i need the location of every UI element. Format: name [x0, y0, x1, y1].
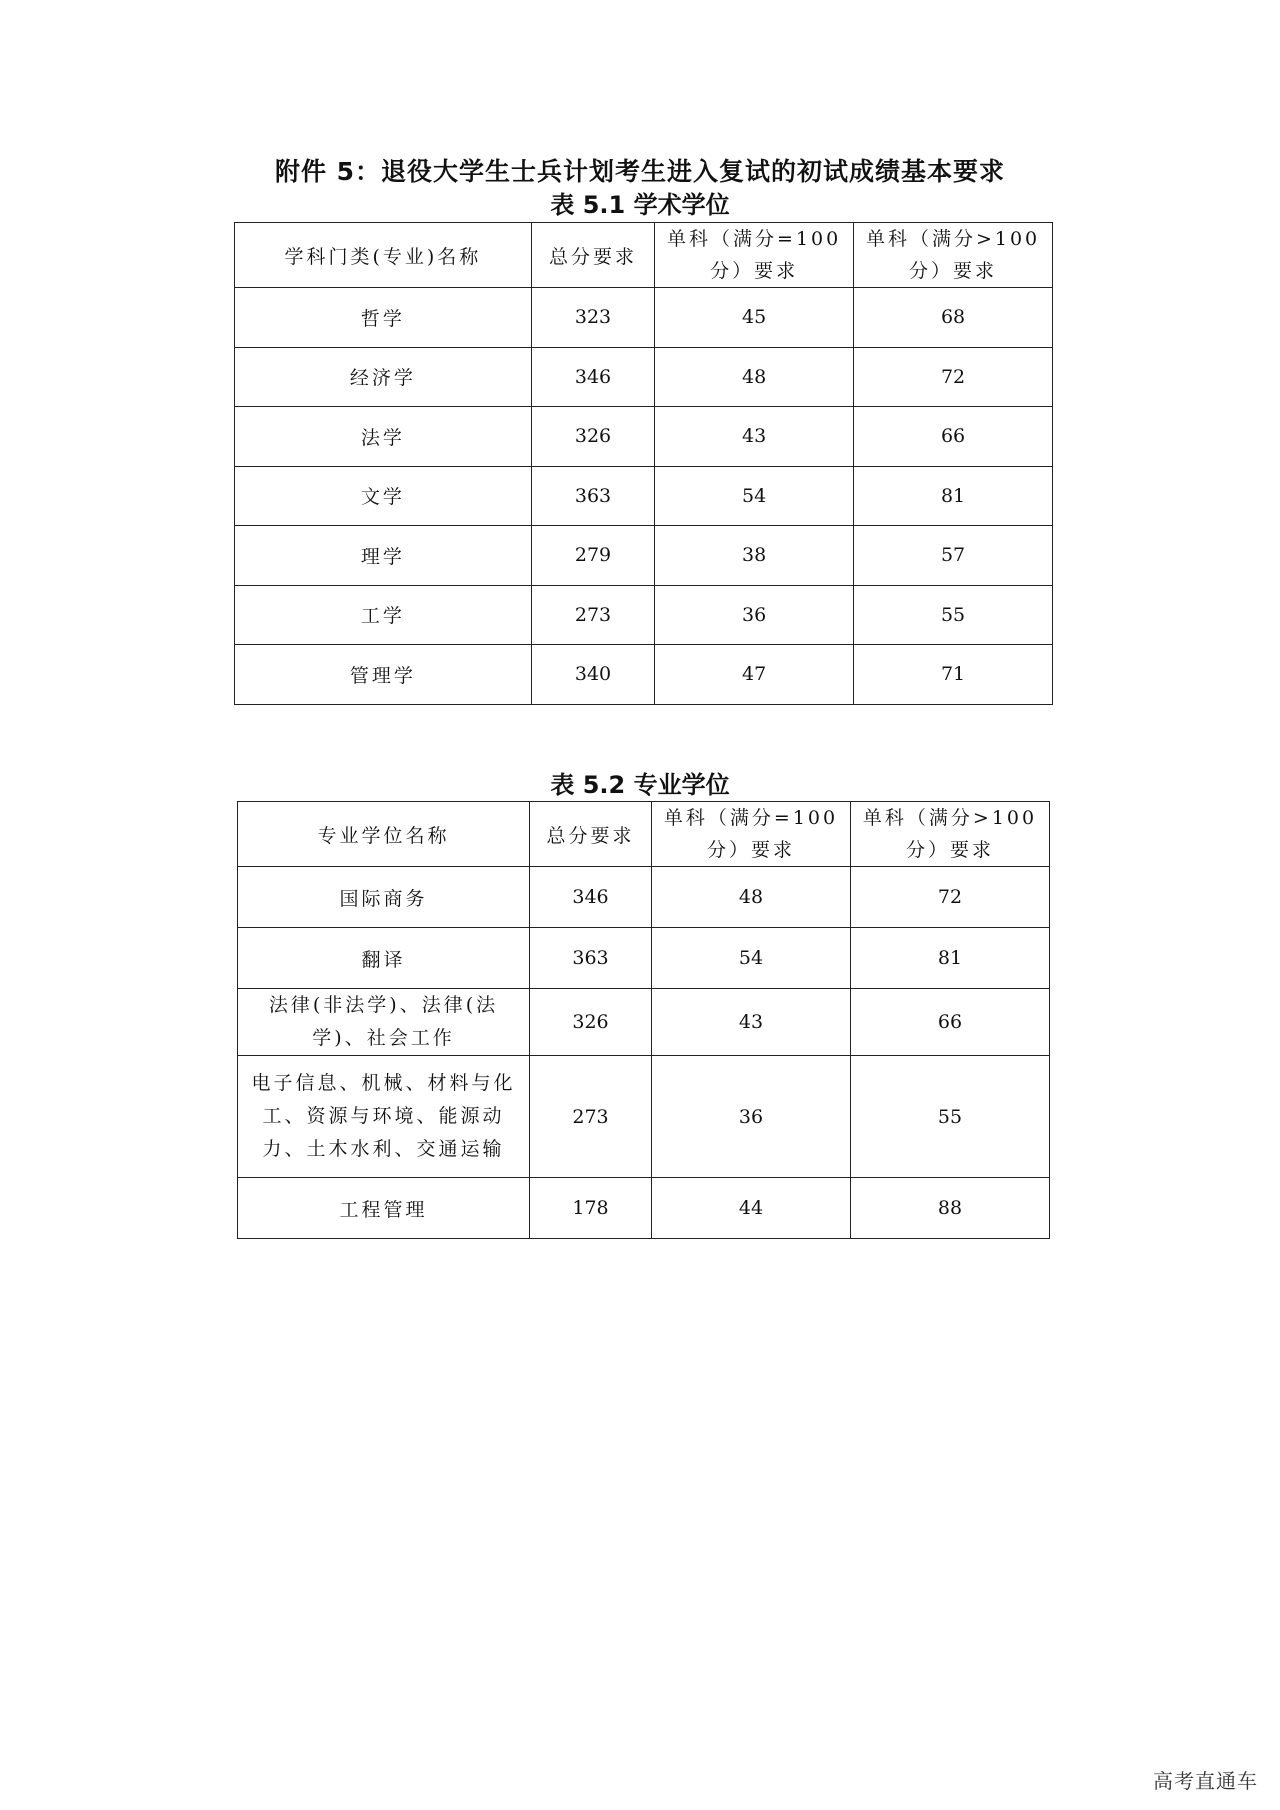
total-score-cell: 346: [531, 347, 654, 407]
degree-name-cell: 工程管理: [238, 1178, 530, 1239]
header-single-subject-over-100: 单科（满分>100分）要求: [851, 802, 1050, 867]
total-score-cell: 273: [531, 585, 654, 645]
academic-degree-table: [234, 222, 1053, 705]
discipline-name-cell: 法学: [235, 407, 532, 467]
table-header-row: [235, 223, 1053, 288]
document-title: 附件 5：退役大学生士兵计划考生进入复试的初试成绩基本要求: [274, 157, 1006, 186]
table-row: [238, 1178, 1050, 1239]
total-score-cell: 326: [531, 407, 654, 467]
single-over-100-cell: 72: [854, 347, 1053, 407]
table-row: [235, 645, 1053, 705]
table-row: [238, 867, 1050, 928]
single-100-cell: 47: [655, 645, 854, 705]
total-score-cell: 346: [530, 867, 652, 928]
table-header-row: [238, 802, 1050, 867]
total-score-cell: 326: [530, 989, 652, 1056]
header-single-subject-100: 单科（满分=100分）要求: [655, 223, 854, 288]
degree-name-cell: 国际商务: [238, 867, 530, 928]
table-row: [235, 407, 1053, 467]
header-single-subject-100: 单科（满分=100分）要求: [652, 802, 851, 867]
table-row: [235, 347, 1053, 407]
single-100-cell: 43: [655, 407, 854, 467]
discipline-name-cell: 哲学: [235, 288, 532, 348]
degree-name-cell: 法律(非法学)、法律(法学)、社会工作: [238, 989, 530, 1056]
single-100-cell: 38: [655, 526, 854, 586]
single-100-cell: 36: [652, 1056, 851, 1178]
table-caption-professional: 表 5.2 专业学位: [550, 771, 730, 799]
watermark-text: 高考直通车: [1153, 1769, 1258, 1793]
table-row: [235, 585, 1053, 645]
total-score-cell: 279: [531, 526, 654, 586]
header-single-subject-over-100: 单科（满分>100分）要求: [854, 223, 1053, 288]
professional-degree-table: [237, 801, 1050, 1239]
table-row: [235, 526, 1053, 586]
single-100-cell: 45: [655, 288, 854, 348]
single-100-cell: 54: [655, 466, 854, 526]
header-total-score: 总分要求: [531, 223, 654, 288]
degree-name-cell: 电子信息、机械、材料与化工、资源与环境、能源动力、土木水利、交通运输: [238, 1056, 530, 1178]
single-over-100-cell: 88: [851, 1178, 1050, 1239]
discipline-name-cell: 管理学: [235, 645, 532, 705]
header-degree-name: 专业学位名称: [238, 802, 530, 867]
table-row: [235, 288, 1053, 348]
table-caption-academic: 表 5.1 学术学位: [550, 191, 730, 219]
table-row: [238, 989, 1050, 1056]
single-100-cell: 43: [652, 989, 851, 1056]
single-100-cell: 48: [652, 867, 851, 928]
discipline-name-cell: 文学: [235, 466, 532, 526]
single-over-100-cell: 68: [854, 288, 1053, 348]
discipline-name-cell: 理学: [235, 526, 532, 586]
single-100-cell: 48: [655, 347, 854, 407]
header-discipline-name: 学科门类(专业)名称: [235, 223, 532, 288]
single-over-100-cell: 72: [851, 867, 1050, 928]
total-score-cell: 323: [531, 288, 654, 348]
header-total-score: 总分要求: [530, 802, 652, 867]
single-over-100-cell: 71: [854, 645, 1053, 705]
degree-name-cell: 翻译: [238, 928, 530, 989]
table-row: [235, 466, 1053, 526]
single-over-100-cell: 66: [851, 989, 1050, 1056]
table-row: [238, 928, 1050, 989]
discipline-name-cell: 经济学: [235, 347, 532, 407]
single-over-100-cell: 57: [854, 526, 1053, 586]
single-100-cell: 54: [652, 928, 851, 989]
total-score-cell: 273: [530, 1056, 652, 1178]
single-over-100-cell: 55: [854, 585, 1053, 645]
single-over-100-cell: 55: [851, 1056, 1050, 1178]
table-row: [238, 1056, 1050, 1178]
total-score-cell: 340: [531, 645, 654, 705]
total-score-cell: 363: [530, 928, 652, 989]
single-100-cell: 36: [655, 585, 854, 645]
total-score-cell: 363: [531, 466, 654, 526]
single-over-100-cell: 81: [851, 928, 1050, 989]
single-over-100-cell: 66: [854, 407, 1053, 467]
discipline-name-cell: 工学: [235, 585, 532, 645]
single-100-cell: 44: [652, 1178, 851, 1239]
total-score-cell: 178: [530, 1178, 652, 1239]
single-over-100-cell: 81: [854, 466, 1053, 526]
